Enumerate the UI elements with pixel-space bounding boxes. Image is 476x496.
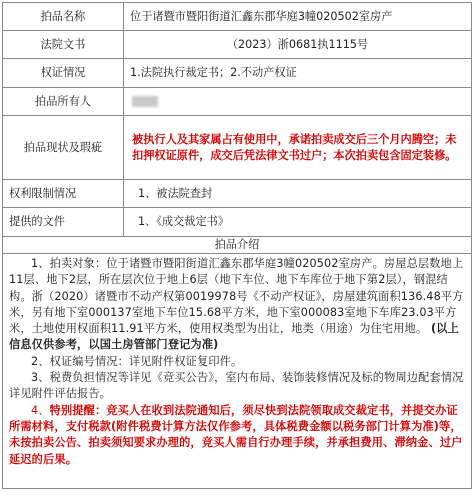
intro-paragraph-3: 3、税费负担情况等详见《竞买公告》，室内布局、装饰装修情况及标的物周边配套情况详见附件评估报告。 bbox=[9, 371, 464, 401]
label-court-doc: 法院文书 bbox=[3, 31, 124, 59]
value-restriction: 1、被法院查封 bbox=[124, 180, 472, 208]
row-owner bbox=[3, 88, 472, 116]
redacted-owner bbox=[132, 96, 158, 107]
row-docs bbox=[3, 208, 472, 237]
intro-paragraph-2: 2、权证编号情况：详见附件权证复印件。 bbox=[31, 354, 243, 368]
row-intro bbox=[3, 254, 472, 489]
intro-paragraph-1 bbox=[9, 256, 465, 354]
label-owner: 拍品所有人 bbox=[3, 88, 124, 116]
row-name bbox=[3, 3, 472, 31]
row-intro-head bbox=[3, 237, 472, 254]
intro-body bbox=[3, 254, 472, 489]
row-title-status bbox=[3, 59, 472, 88]
value-title-status: 1.法院执行裁定书；2.不动产权证 bbox=[124, 59, 472, 88]
intro-p4-number: 4、 bbox=[31, 403, 50, 417]
row-restriction bbox=[3, 180, 472, 208]
label-title-status: 权证情况 bbox=[3, 59, 124, 88]
label-name: 拍品名称 bbox=[3, 3, 124, 31]
value-court-doc: （2023）浙0681执1115号 bbox=[124, 31, 472, 59]
intro-p4-text: 特别提醒：竞买人在收到法院通知后，须尽快到法院领取成交裁定书，并提交办证所需材料，支付税款(附件税费计算方法仅作参考，具体税费金额以税务部门计算为准)等，未按拍卖公告、拍卖须知要求办理的，竞买人需自行办理手续，并承担费用、滞纳金、过户延迟的后果。 bbox=[9, 403, 463, 466]
intro-p1-text: 1、拍卖对象：位于诸暨市暨阳街道汇鑫东郡华庭3幢020502室房产。房屋总层数地上11层、地下2层，所在层次位于地上6层（地下车位、地下车库位于地下第2层），钢混结构。浙（2020）诸暨市不动产权第0019978号《不动产权证》，房屋建筑面积136.48平方米，另有地下室000137室地下车位15.68平方米，地下室000083室地下车库23.03平方米，土地使用权面积11.91平方米，使用权类型为出让，地类（用途）为住宅用地。 bbox=[9, 257, 464, 336]
value-name: 位于诸暨市暨阳街道汇鑫东郡华庭3幢020502室房产 bbox=[124, 3, 472, 31]
value-owner bbox=[124, 88, 472, 116]
intro-paragraph-4 bbox=[9, 403, 465, 468]
row-status bbox=[3, 116, 472, 180]
value-status: 被执行人及其家属占有使用中，承诺拍卖成交后三个月内腾空；未扣押权证原件，成交后凭法律文书过户；本次拍卖包含固定装修。 bbox=[124, 116, 472, 180]
label-restriction: 权利限制情况 bbox=[3, 180, 124, 208]
row-court-doc bbox=[3, 31, 472, 59]
intro-title: 拍品介绍 bbox=[3, 237, 472, 254]
auction-info-table bbox=[2, 2, 472, 489]
value-docs: 1、《成交裁定书》 bbox=[124, 208, 472, 237]
label-status: 拍品现状及瑕疵 bbox=[3, 116, 124, 180]
label-docs: 提供的文件 bbox=[3, 208, 124, 237]
intro-p1-bold: (以上信息仅供参考，以国土房管部门登记为准) bbox=[9, 322, 459, 352]
